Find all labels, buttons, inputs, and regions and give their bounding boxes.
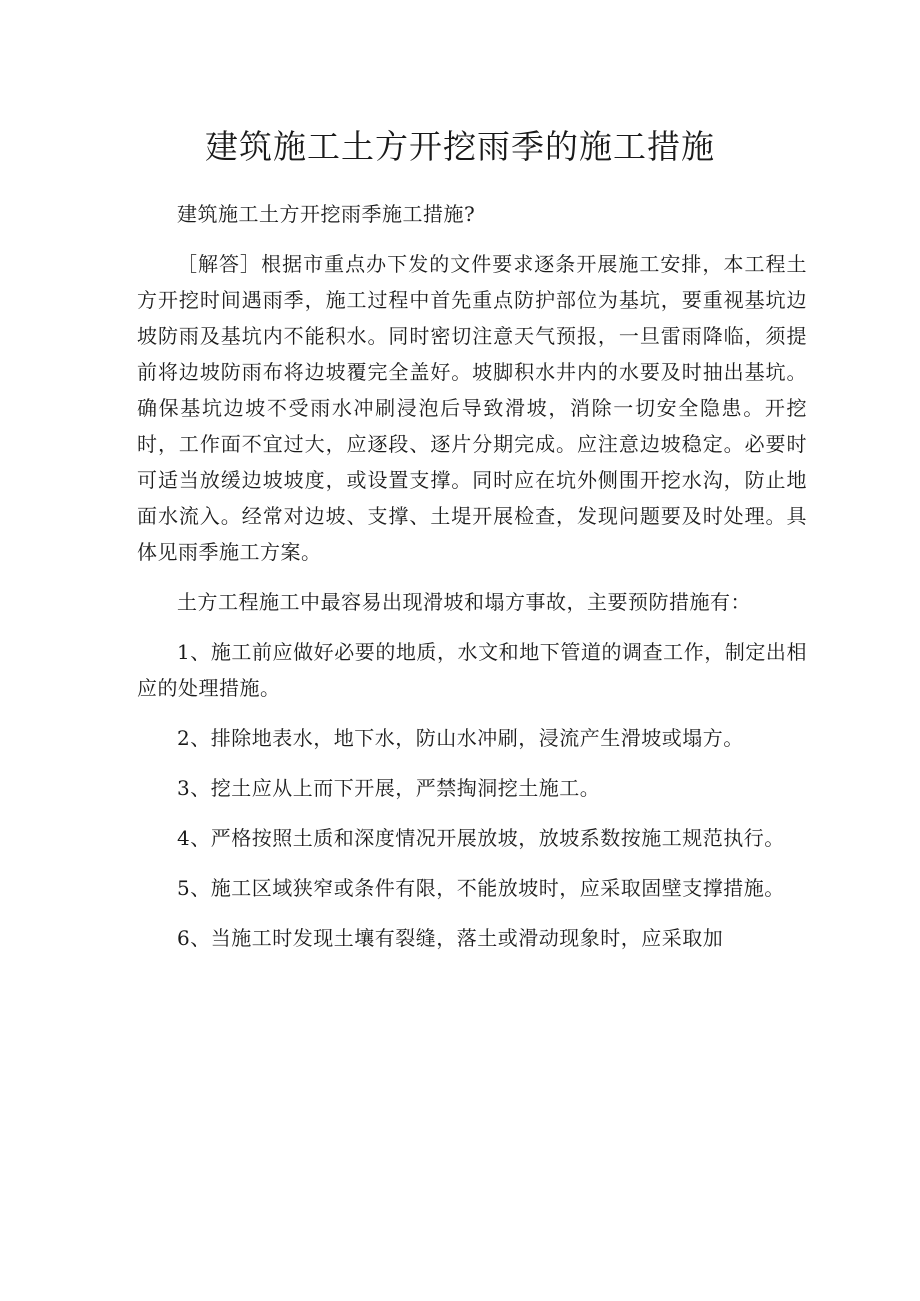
measure-item-2: 2、排除地表水，地下水，防山水冲刷，浸流产生滑坡或塌方。 <box>177 726 744 750</box>
document-title: 建筑施工土方开挖雨季的施工措施 <box>205 127 715 166</box>
measure-item-1: 1、施工前应做好必要的地质，水文和地下管道的调查工作，制定出相应的处理措施。 <box>137 640 807 700</box>
intro-paragraph: 土方工程施工中最容易出现滑坡和塌方事故，主要预防措施有： <box>177 590 751 614</box>
measure-item-5: 5、施工区域狭窄或条件有限，不能放坡时，应采取固壁支撑措施。 <box>177 876 785 900</box>
measure-item-6: 6、当施工时发现土壤有裂缝，落土或滑动现象时，应采取加 <box>177 926 724 950</box>
document-body <box>137 196 807 970</box>
measure-item-3: 3、挖土应从上而下开展，严禁掏洞挖土施工。 <box>177 776 601 800</box>
answer-paragraph: ［解答］根据市重点办下发的文件要求逐条开展施工安排，本工程土方开挖时间遇雨季，施工过程中首先重点防护部位为基坑，要重视基坑边坡防雨及基坑内不能积水。同时密切注意天气预报，一旦雷雨降临，须提前将边坡防雨布将边坡覆完全盖好。坡脚积水井内的水要及时抽出基坑。确保基坑边坡不受雨水冲刷浸泡后导致滑坡，消除一切安全隐患。开挖时，工作面不宜过大，应逐段、逐片分期完成。应注意边坡稳定。必要时可适当放缓边坡坡度，或设置支撑。同时应在坑外侧围开挖水沟，防止地面水流入。经常对边坡、支撑、土堤开展检查，发现问题要及时处理。具体见雨季施工方案。 <box>137 252 807 564</box>
question-paragraph: 建筑施工土方开挖雨季施工措施? <box>177 202 476 226</box>
measure-item-4: 4、严格按照土质和深度情况开展放坡，放坡系数按施工规范执行。 <box>177 826 785 850</box>
